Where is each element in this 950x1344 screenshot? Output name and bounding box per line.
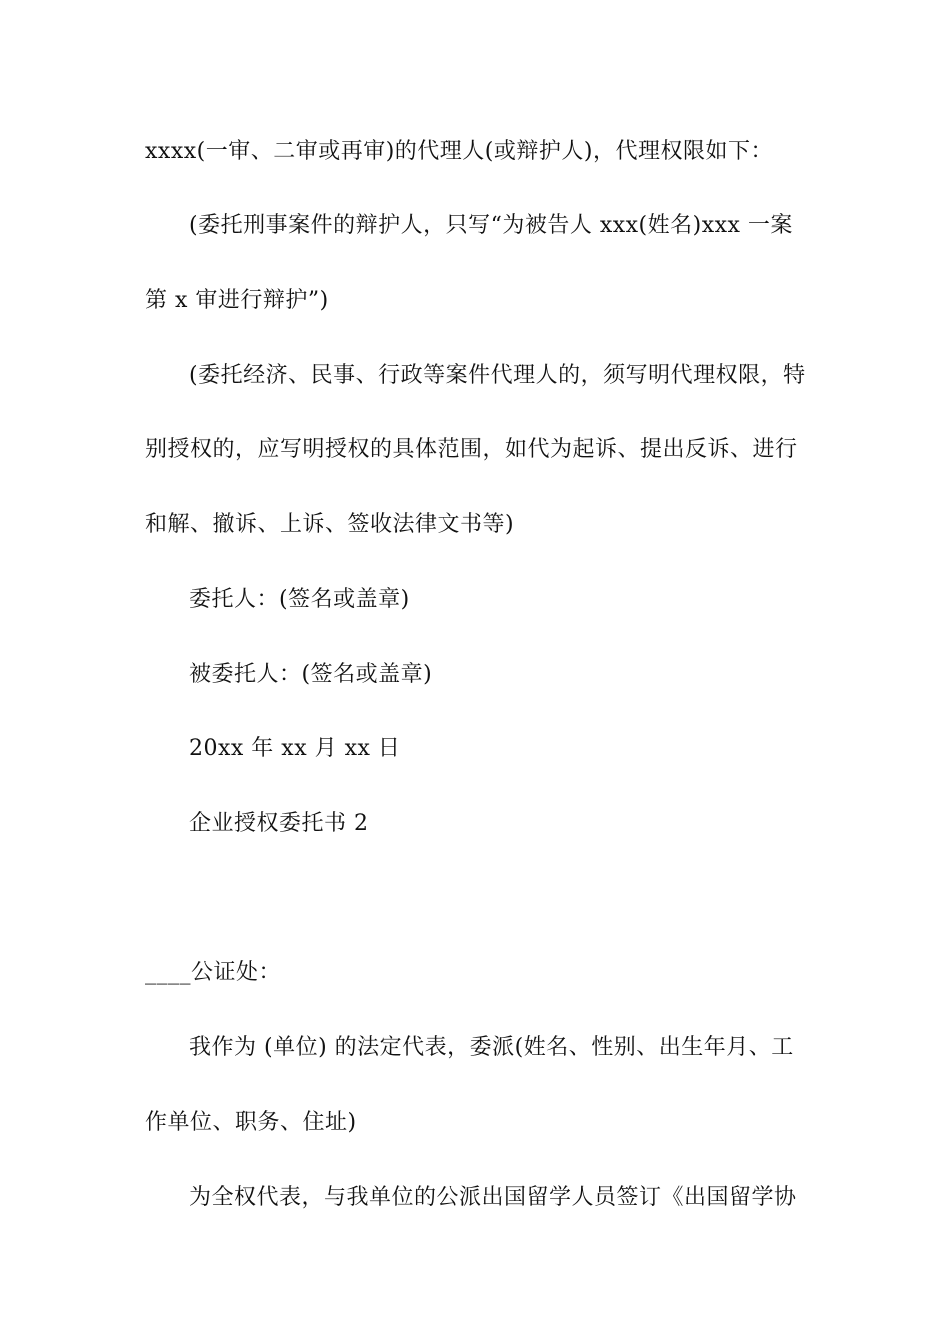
paragraph-line-civil-case-3: 和解、撤诉、上诉、签收法律文书等) — [145, 512, 515, 537]
paragraph-line-representative-2: 作单位、职务、住址) — [145, 1110, 357, 1135]
paragraph-line-civil-case-2: 别授权的，应写明授权的具体范围，如代为起诉、提出反诉、进行 — [145, 437, 798, 462]
section-title: 企业授权委托书 2 — [189, 811, 369, 836]
notary-office-line: ____公证处： — [145, 960, 282, 985]
principal-signature-line: 委托人：(签名或盖章) — [189, 587, 410, 612]
date-line: 20xx 年 xx 月 xx 日 — [189, 736, 401, 761]
agent-signature-line: 被委托人：(签名或盖章) — [189, 662, 433, 687]
paragraph-line-criminal-defense-1: (委托刑事案件的辩护人，只写“为被告人 xxx(姓名)xxx 一案 — [189, 213, 793, 238]
paragraph-line-representative-1: 我作为 (单位) 的法定代表，委派(姓名、性别、出生年月、工 — [189, 1035, 794, 1060]
paragraph-line-full-authority: 为全权代表，与我单位的公派出国留学人员签订《出国留学协 — [189, 1185, 797, 1210]
paragraph-line-agent-scope: xxxx(一审、二审或再审)的代理人(或辩护人)，代理权限如下： — [145, 139, 773, 164]
paragraph-line-civil-case-1: (委托经济、民事、行政等案件代理人的，须写明代理权限，特 — [189, 363, 806, 388]
paragraph-line-criminal-defense-2: 第 x 审进行辩护”) — [145, 288, 329, 313]
